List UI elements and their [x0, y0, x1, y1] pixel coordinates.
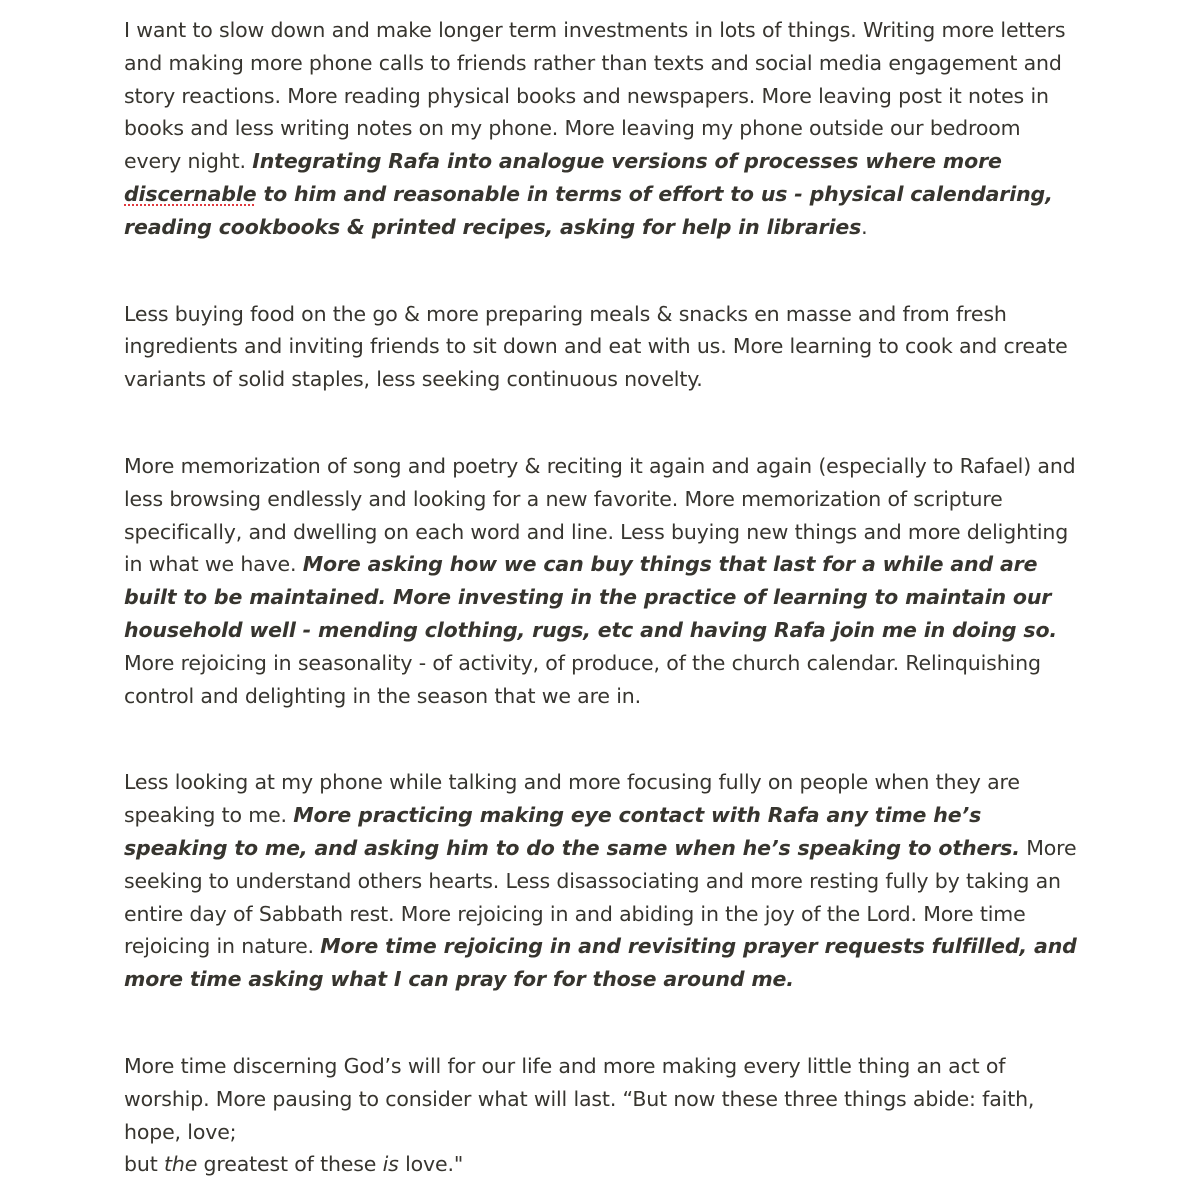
- paragraph-3-text: More memorization of song and poetry & reciting it again and again (especially to Rafael) and less browsing endlessly and looking for a new favorite. More memorization of scripture specifically, and dwelling on each word and line. Less buying new things and more delighting in what we have.: [124, 453, 1076, 577]
- paragraph-slow-down[interactable]: [124, 14, 1080, 244]
- paragraph-1-text: I want to slow down and make longer term investments in lots of things. Writing more letters and making more phone calls to friends rather than texts and social media engagement and story reactions. More reading physical books and newspapers. More leaving post it notes in books and less writing notes on my phone. More leaving my phone outside our bedroom every night.: [124, 18, 1066, 174]
- paragraph-5-text: More time discerning God’s will for our life and more making every little thing an act of worship. More pausing to consider what will last. “But now these three things abide: faith, hope, love;: [124, 1053, 1035, 1144]
- paragraph-2-text: Less buying food on the go & more preparing meals & snacks en masse and from fresh ingredients and inviting friends to sit down and eat with us. More learning to cook and create variants of solid staples, less seeking continuous novelty.: [124, 301, 1068, 392]
- paragraph-1-emphasis-continued: to him and reasonable in terms of effort to us - physical calendaring, reading cookbooks & printed recipes, asking for help in libraries: [124, 181, 1053, 239]
- paragraph-food[interactable]: [124, 298, 1080, 396]
- misspelled-word[interactable]: discernable: [124, 181, 257, 206]
- paragraph-5-love: love.": [398, 1152, 464, 1177]
- paragraph-5-but: but: [124, 1152, 164, 1177]
- paragraph-1-period: .: [861, 214, 868, 239]
- paragraph-3-text-continued: More rejoicing in seasonality - of activity, of produce, of the church calendar. Relinquishing control and delighting in the season that we are in.: [124, 650, 1041, 708]
- document-editor[interactable]: [124, 14, 1080, 1181]
- italic-word-is: is: [382, 1152, 399, 1177]
- paragraph-3-emphasis: More asking how we can buy things that last for a while and are built to be maintained. More investing in the practice of learning to maintain our household well - mending clothing, rugs, etc and having Rafa join me in doing so.: [124, 552, 1058, 642]
- paragraph-5-greatest: greatest of these: [197, 1152, 383, 1177]
- paragraph-4-text: Less looking at my phone while talking and more focusing fully on people when they are speaking to me.: [124, 770, 1020, 828]
- paragraph-4-text-continued: More seeking to understand others hearts. Less disassociating and more resting fully by taking an entire day of Sabbath rest. More rejoicing in and abiding in the joy of the Lord. More time rejoicing in nature.: [124, 835, 1077, 959]
- paragraph-4-emphasis-final: More time rejoicing in and revisiting prayer requests fulfilled, and more time asking what I can pray for for those around me.: [124, 934, 1077, 992]
- paragraph-attention[interactable]: [124, 766, 1080, 996]
- paragraph-1-emphasis: Integrating Rafa into analogue versions of processes where more: [252, 149, 1002, 174]
- paragraph-4-emphasis: More practicing making eye contact with Rafa any time he’s speaking to me, and asking him to do the same when he’s speaking to others.: [124, 803, 1020, 860]
- paragraph-memorization[interactable]: [124, 450, 1080, 712]
- italic-word-the: the: [163, 1152, 198, 1177]
- paragraph-worship[interactable]: [124, 1050, 1080, 1181]
